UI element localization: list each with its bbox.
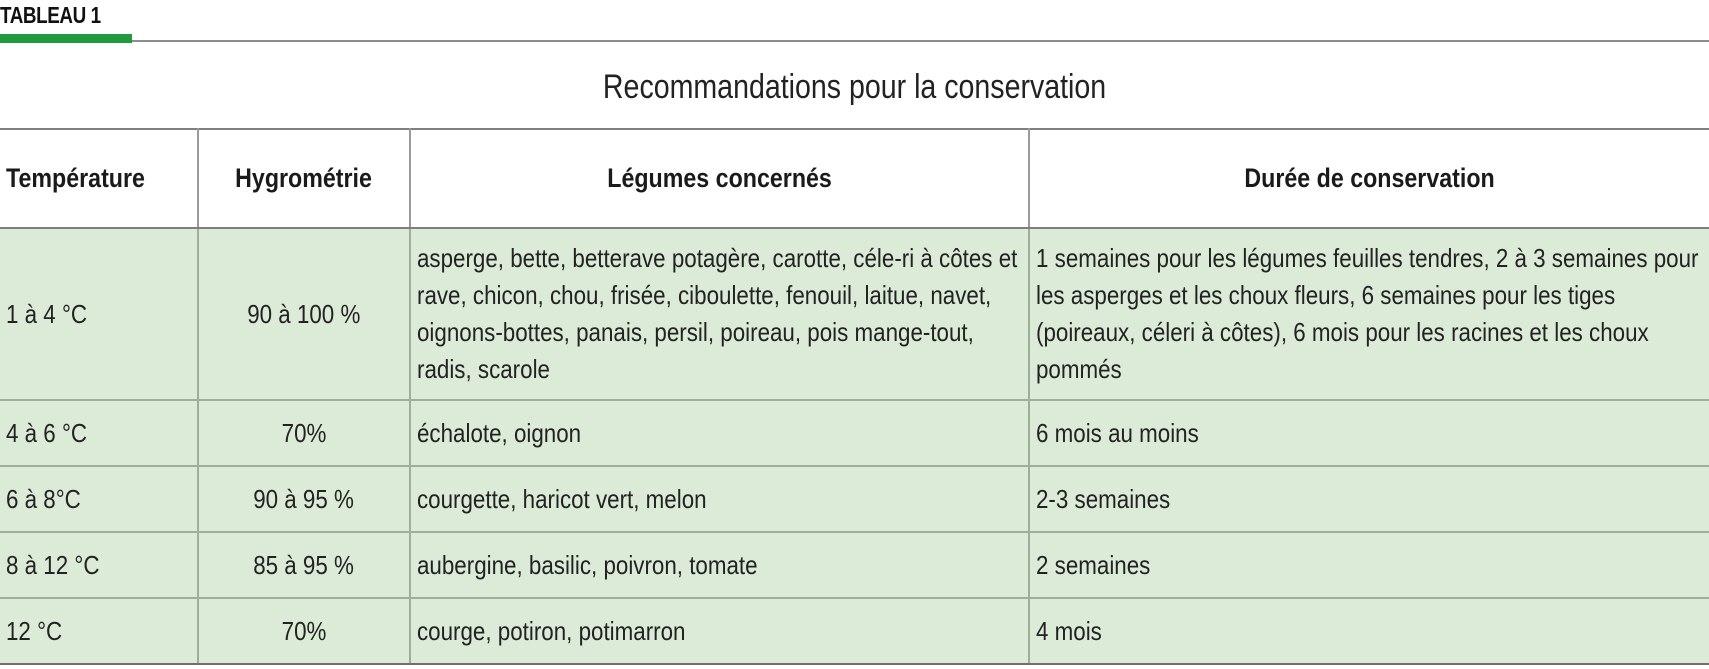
header-temperature: [0, 129, 198, 228]
cell-temperature: [0, 598, 198, 664]
header-rule: [132, 40, 1709, 42]
cell-temperature: [0, 400, 198, 466]
header-duree-label: Durée de conservation: [1244, 163, 1495, 193]
cell-temperature-text: 4 à 6 °C: [6, 417, 88, 448]
cell-hygrometrie-text: 90 à 100 %: [247, 298, 361, 329]
conservation-table: [0, 128, 1709, 665]
header-hygrometrie-label: Hygrométrie: [235, 163, 373, 193]
cell-hygrometrie: [198, 466, 410, 532]
cell-hygrometrie-text: 90 à 95 %: [253, 483, 355, 514]
cell-legumes: [410, 400, 1029, 466]
table-row: [0, 400, 1709, 466]
cell-hygrometrie: [198, 532, 410, 598]
cell-hygrometrie-text: 70%: [281, 615, 327, 646]
table-row: [0, 466, 1709, 532]
table-row: [0, 228, 1709, 400]
cell-duree: [1029, 532, 1709, 598]
table-tag: TABLEAU 1: [0, 2, 101, 28]
cell-duree-text: 2 semaines: [1036, 549, 1151, 580]
cell-hygrometrie-text: 70%: [281, 417, 327, 448]
table-header-row: [0, 129, 1709, 228]
cell-hygrometrie: [198, 228, 410, 400]
table-row: [0, 532, 1709, 598]
cell-hygrometrie: [198, 400, 410, 466]
cell-hygrometrie-text: 85 à 95 %: [253, 549, 355, 580]
cell-legumes-text: aubergine, basilic, poivron, tomate: [417, 549, 758, 580]
table-row: [0, 598, 1709, 664]
tag-underline-accent: [0, 34, 132, 43]
cell-legumes-text: courge, potiron, potimarron: [417, 615, 686, 646]
cell-duree: [1029, 228, 1709, 400]
header-temperature-label: Température: [6, 163, 145, 193]
cell-legumes-text: courgette, haricot vert, melon: [417, 483, 707, 514]
cell-duree: [1029, 466, 1709, 532]
cell-legumes-text: échalote, oignon: [417, 417, 582, 448]
cell-temperature: [0, 228, 198, 400]
header-hygrometrie: [198, 129, 410, 228]
cell-duree: [1029, 598, 1709, 664]
table-title: [0, 64, 1709, 110]
table-title-text: Recommandations pour la conservation: [602, 68, 1107, 106]
cell-legumes: [410, 532, 1029, 598]
cell-temperature-text: 6 à 8°C: [6, 483, 81, 514]
cell-duree-text: 4 mois: [1036, 615, 1102, 646]
cell-hygrometrie: [198, 598, 410, 664]
cell-legumes: [410, 466, 1029, 532]
cell-duree-text: 2-3 semaines: [1036, 483, 1171, 514]
cell-temperature: [0, 532, 198, 598]
cell-legumes-text: asperge, bette, betterave potagère, carotte, céle-ri à côtes et rave, chicon, chou, frisée, ciboulette, fenouil, laitue, navet, oignons-bottes, panais, persil, poireau, pois mange-tout, radis, scarole: [417, 243, 1018, 384]
cell-temperature-text: 8 à 12 °C: [6, 549, 100, 580]
header-legumes-label: Légumes concernés: [607, 163, 832, 193]
cell-legumes: [410, 598, 1029, 664]
header-legumes: [410, 129, 1029, 228]
cell-temperature-text: 12 °C: [6, 615, 63, 646]
header-duree: [1029, 129, 1709, 228]
cell-duree: [1029, 400, 1709, 466]
cell-legumes: [410, 228, 1029, 400]
cell-temperature-text: 1 à 4 °C: [6, 298, 88, 329]
cell-temperature: [0, 466, 198, 532]
cell-duree-text: 1 semaines pour les légumes feuilles tendres, 2 à 3 semaines pour les asperges et les choux fleurs, 6 semaines pour les tiges (poireaux, céleri à côtes), 6 mois pour les racines et les choux pommés: [1036, 243, 1699, 384]
cell-duree-text: 6 mois au moins: [1036, 417, 1199, 448]
